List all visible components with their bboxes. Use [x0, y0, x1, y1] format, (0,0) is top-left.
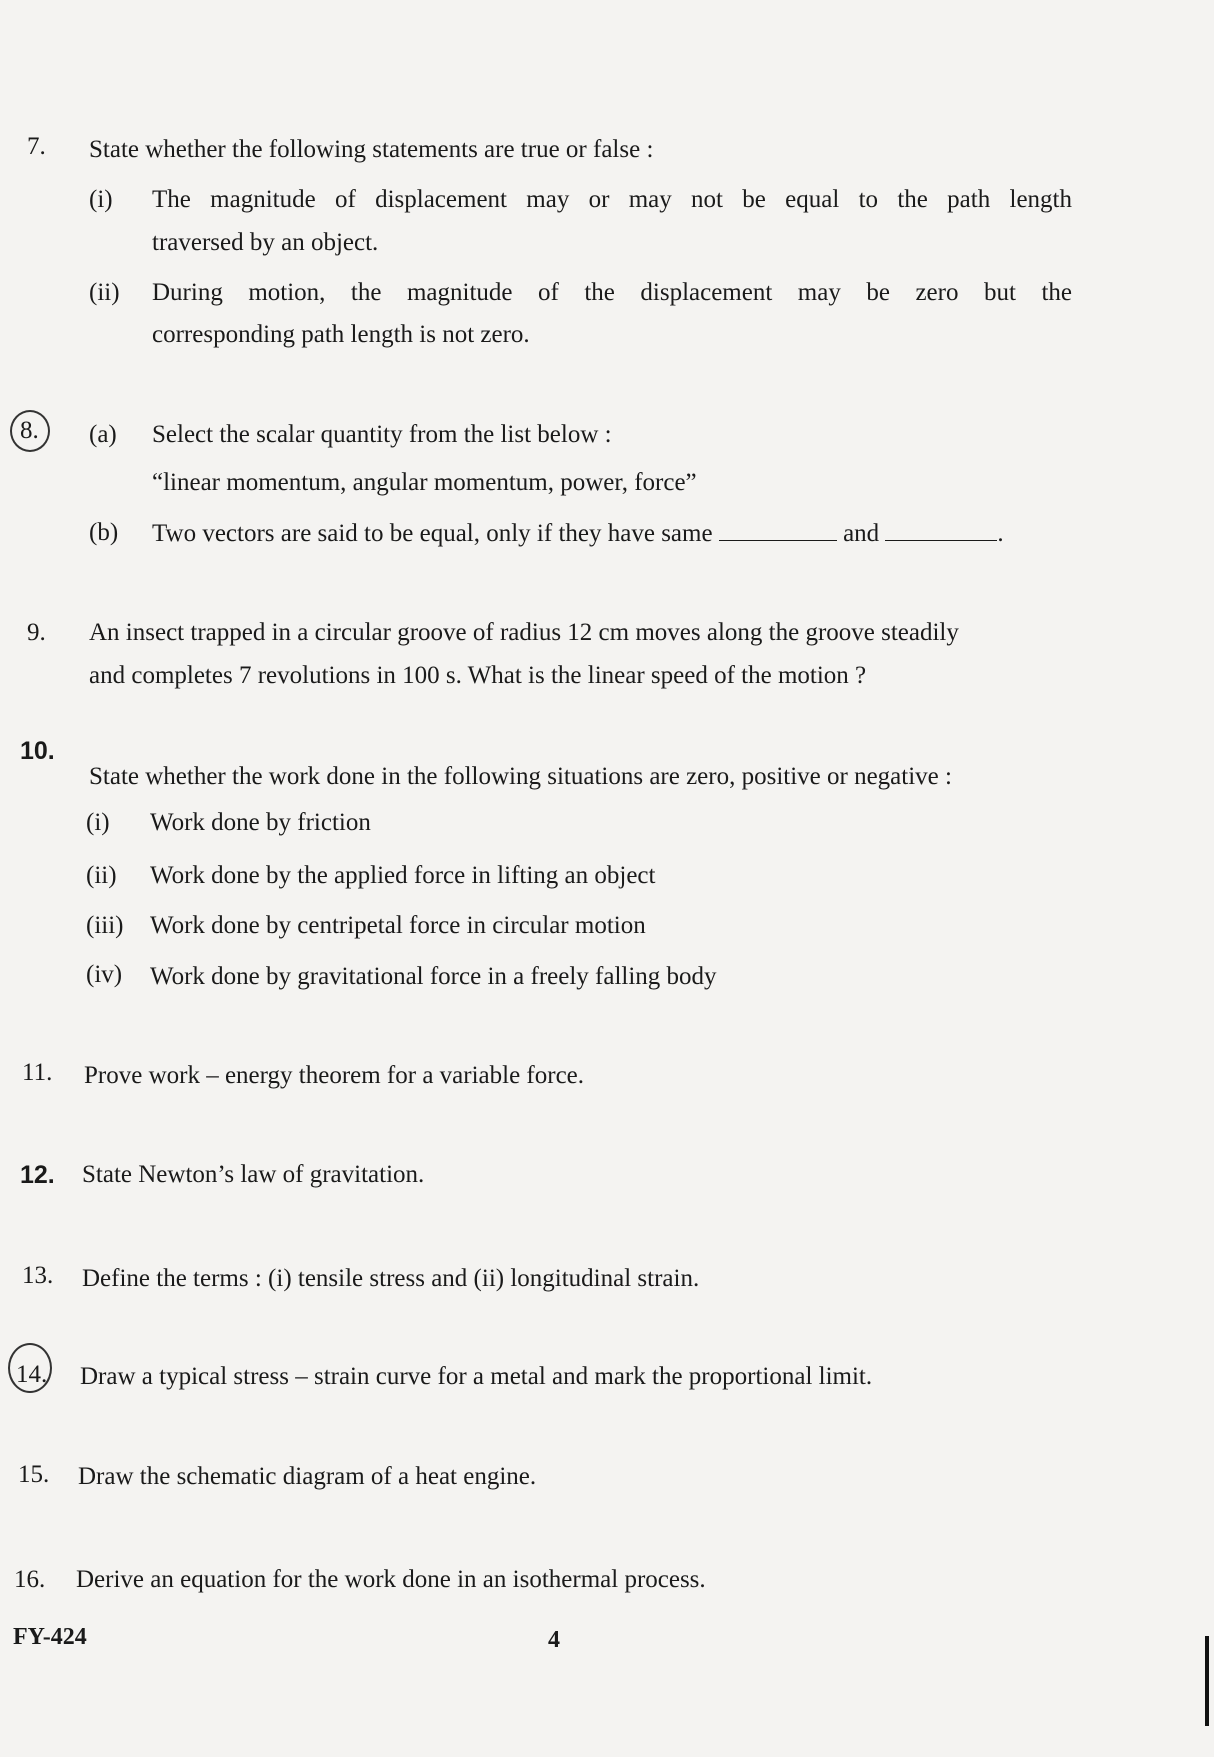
question-number: 14.	[16, 1361, 48, 1388]
item-label: (iii)	[86, 912, 124, 939]
item-text-line: The magnitude of displacement may or may not be equal to the path length	[152, 186, 1072, 213]
question-text: Draw a typical stress – strain curve for a metal and mark the proportional limit.	[80, 1363, 873, 1390]
question-number: 9.	[27, 619, 46, 646]
question-number: 11.	[22, 1059, 53, 1086]
item-text-part: Two vectors are said to be equal, only if they have same	[152, 520, 713, 547]
scalar-list: “linear momentum, angular momentum, power, force”	[152, 469, 697, 496]
question-text: Draw the schematic diagram of a heat engine.	[78, 1463, 537, 1490]
page-number: 4	[548, 1627, 560, 1653]
item-label: (b)	[89, 519, 119, 546]
question-text-line: and completes 7 revolutions in 100 s. What is the linear speed of the motion ?	[89, 662, 867, 689]
question-text: State Newton’s law of gravitation.	[82, 1161, 425, 1188]
item-text-line: During motion, the magnitude of the displacement may be zero but the	[152, 279, 1072, 306]
item-label: (i)	[89, 186, 113, 213]
question-stem: State whether the work done in the following situations are zero, positive or negative :	[89, 763, 952, 790]
question-number: 15.	[18, 1461, 50, 1488]
item-text: Work done by friction	[150, 809, 371, 836]
answer-blank	[719, 518, 837, 541]
item-text: Work done by gravitational force in a freely falling body	[150, 963, 717, 990]
question-stem: State whether the following statements are true or false :	[89, 136, 654, 163]
question-number: 10.	[20, 737, 55, 765]
question-number: 16.	[14, 1566, 46, 1593]
question-text-line: An insect trapped in a circular groove of radius 12 cm moves along the groove steadily	[89, 619, 959, 646]
item-text-part: and	[843, 520, 880, 547]
question-text: Prove work – energy theorem for a variable force.	[84, 1062, 585, 1089]
item-text-line: corresponding path length is not zero.	[152, 321, 530, 348]
item-label: (i)	[86, 809, 110, 836]
question-number: 7.	[27, 133, 46, 160]
item-text	[152, 518, 1004, 549]
question-number: 12.	[20, 1161, 55, 1189]
item-text-line: traversed by an object.	[152, 229, 379, 256]
item-text: Select the scalar quantity from the list below :	[152, 421, 612, 448]
question-number: 8.	[20, 417, 39, 444]
item-text: Work done by centripetal force in circular motion	[150, 912, 646, 939]
question-text: Define the terms : (i) tensile stress and (ii) longitudinal strain.	[82, 1265, 700, 1292]
item-text: Work done by the applied force in lifting an object	[150, 862, 656, 889]
answer-blank	[885, 518, 997, 541]
item-label: (ii)	[86, 862, 117, 889]
question-number: 13.	[22, 1262, 54, 1289]
item-label: (ii)	[89, 279, 120, 306]
question-text: Derive an equation for the work done in an isothermal process.	[76, 1566, 706, 1593]
item-label: (iv)	[86, 961, 123, 988]
item-text-part: .	[997, 520, 1004, 547]
paper-code: FY-424	[13, 1624, 87, 1650]
scan-edge-mark	[1205, 1636, 1209, 1726]
item-label: (a)	[89, 421, 117, 448]
